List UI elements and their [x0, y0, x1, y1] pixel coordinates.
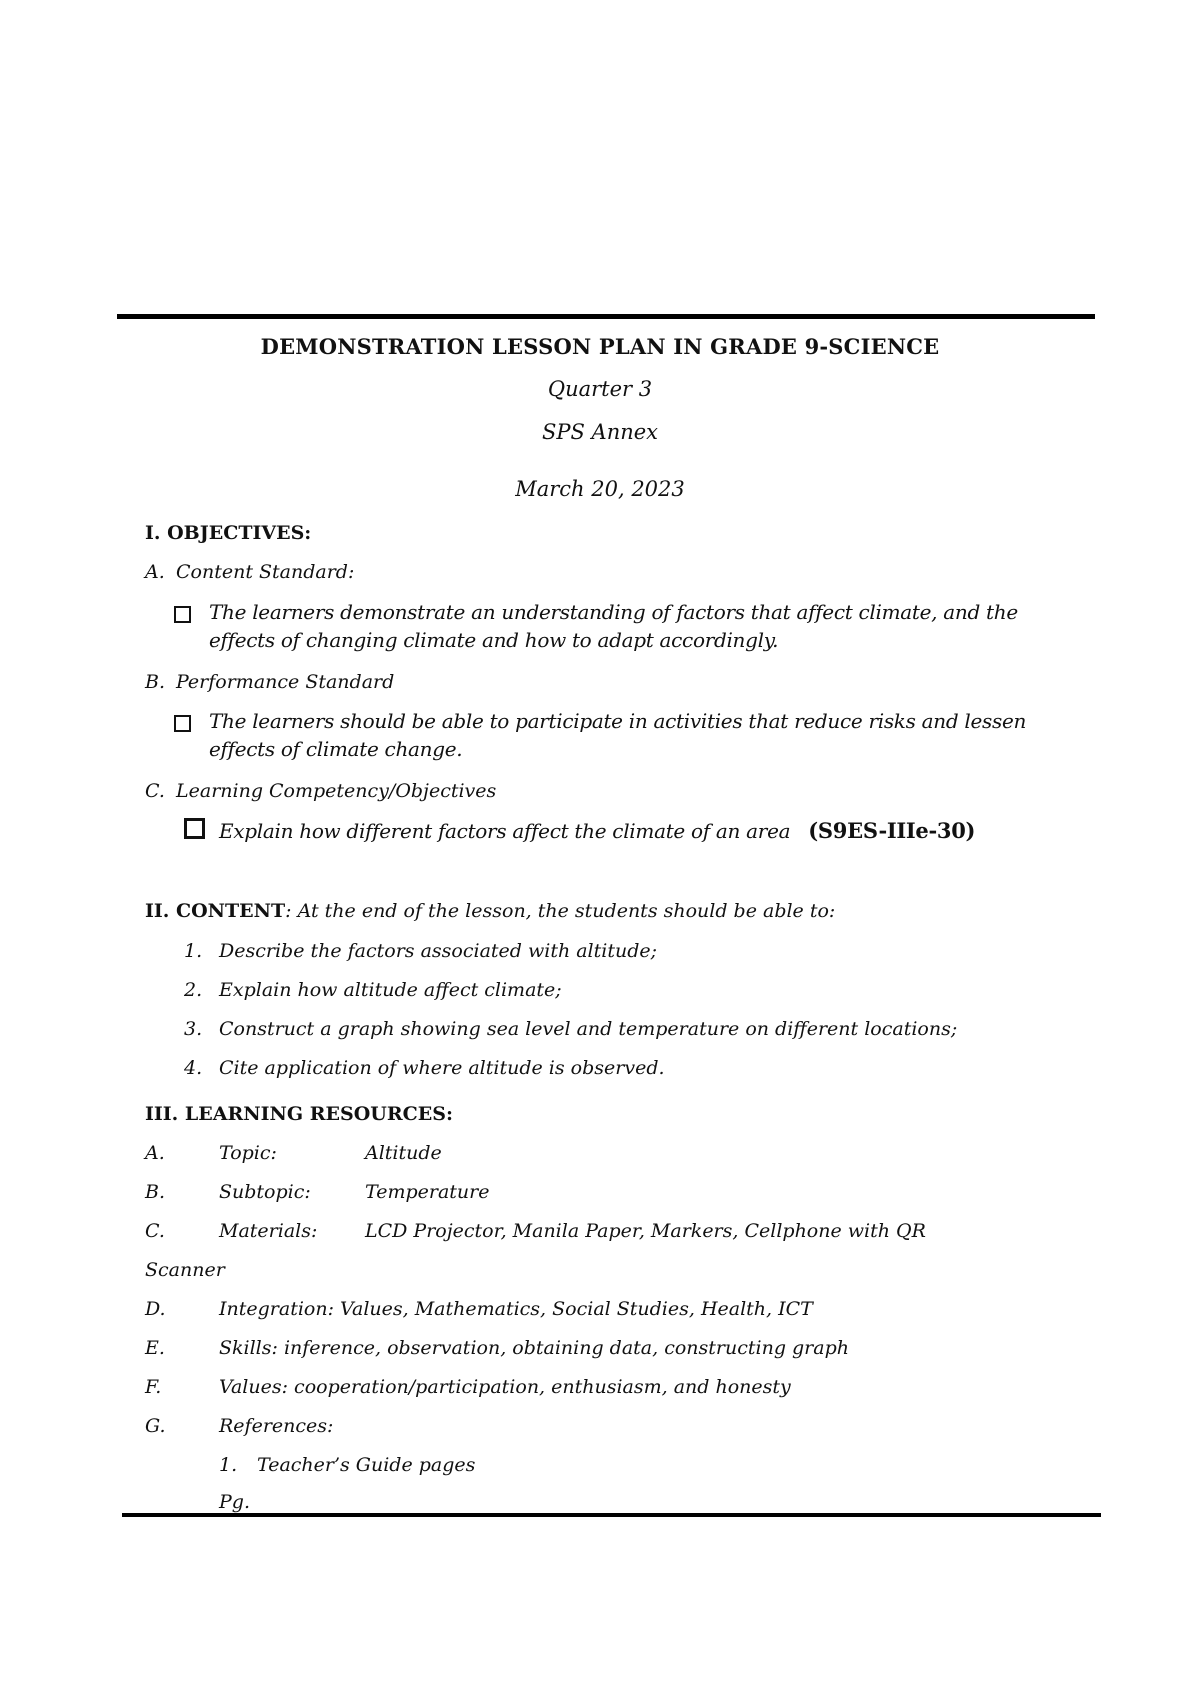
resource-letter: F.: [145, 1376, 162, 1398]
competency-description: Explain how different factors affect the climate of an area: [219, 819, 791, 843]
resource-key: Subtopic:: [219, 1181, 311, 1203]
checkbox-icon: [184, 818, 205, 839]
resource-letter: E.: [145, 1337, 165, 1359]
bottom-rule: [122, 1513, 1101, 1517]
learning-competency-text: [219, 817, 975, 845]
resource-letter: B.: [145, 1181, 166, 1203]
performance-standard-label: B.: [145, 671, 166, 693]
learning-competency-title: Learning Competency/Objectives: [176, 780, 497, 802]
reference-number: 1.: [219, 1454, 238, 1476]
content-item: Cite application of where altitude is observed.: [219, 1057, 665, 1079]
resource-letter: C.: [145, 1220, 165, 1242]
resource-key: Topic:: [219, 1142, 277, 1164]
resource-skills: Skills: inference, observation, obtaining data, constructing graph: [219, 1337, 849, 1359]
resource-letter: A.: [145, 1142, 165, 1164]
competency-code: (S9ES-IIIe-30): [808, 818, 976, 843]
resource-value: Altitude: [365, 1142, 442, 1164]
school-label: SPS Annex: [541, 420, 659, 444]
content-heading: II. CONTENT: [145, 900, 286, 922]
performance-standard-line-1: The learners should be able to participate in activities that reduce risks and lessen: [209, 709, 1027, 733]
reference-item: Teacher’s Guide pages: [257, 1454, 476, 1476]
top-rule: [117, 314, 1095, 319]
content-heading-line: [145, 900, 835, 922]
content-item-number: 3.: [184, 1018, 203, 1040]
resource-value: LCD Projector, Manila Paper, Markers, Cellphone with QR: [365, 1220, 926, 1242]
content-item: Explain how altitude affect climate;: [219, 979, 562, 1001]
content-standard-label: A.: [145, 561, 165, 583]
quarter-label: Quarter 3: [547, 377, 653, 401]
content-item: Describe the factors associated with altitude;: [219, 940, 658, 962]
performance-standard-title: Performance Standard: [176, 671, 395, 693]
resources-heading: III. LEARNING RESOURCES:: [145, 1103, 453, 1125]
content-standard-title: Content Standard:: [176, 561, 355, 583]
resource-integration: Integration: Values, Mathematics, Social Studies, Health, ICT: [219, 1298, 813, 1320]
content-item-number: 4.: [184, 1057, 203, 1079]
performance-standard-line-2: effects of climate change.: [209, 737, 463, 761]
content-item: Construct a graph showing sea level and temperature on different locations;: [219, 1018, 958, 1040]
resource-key: Materials:: [219, 1220, 318, 1242]
page-reference: Pg.: [219, 1491, 250, 1513]
lesson-date: March 20, 2023: [515, 477, 685, 501]
resource-values: Values: cooperation/participation, enthusiasm, and honesty: [219, 1376, 791, 1398]
content-item-number: 2.: [184, 979, 203, 1001]
objectives-heading: I. OBJECTIVES:: [145, 522, 312, 544]
content-standard-line-1: The learners demonstrate an understanding of factors that affect climate, and the: [209, 600, 1018, 624]
checkbox-icon: [174, 606, 191, 623]
resource-value: Temperature: [365, 1181, 490, 1203]
resource-letter: D.: [145, 1298, 166, 1320]
content-standard-line-2: effects of changing climate and how to adapt accordingly.: [209, 628, 779, 652]
content-item-number: 1.: [184, 940, 203, 962]
checkbox-icon: [174, 715, 191, 732]
resource-references: References:: [219, 1415, 334, 1437]
learning-competency-label: C.: [145, 780, 165, 802]
resource-letter: G.: [145, 1415, 166, 1437]
document-title: DEMONSTRATION LESSON PLAN IN GRADE 9-SCIENCE: [260, 334, 940, 359]
content-lead: : At the end of the lesson, the students should be able to:: [285, 900, 836, 922]
resource-value-wrap: Scanner: [145, 1259, 225, 1281]
